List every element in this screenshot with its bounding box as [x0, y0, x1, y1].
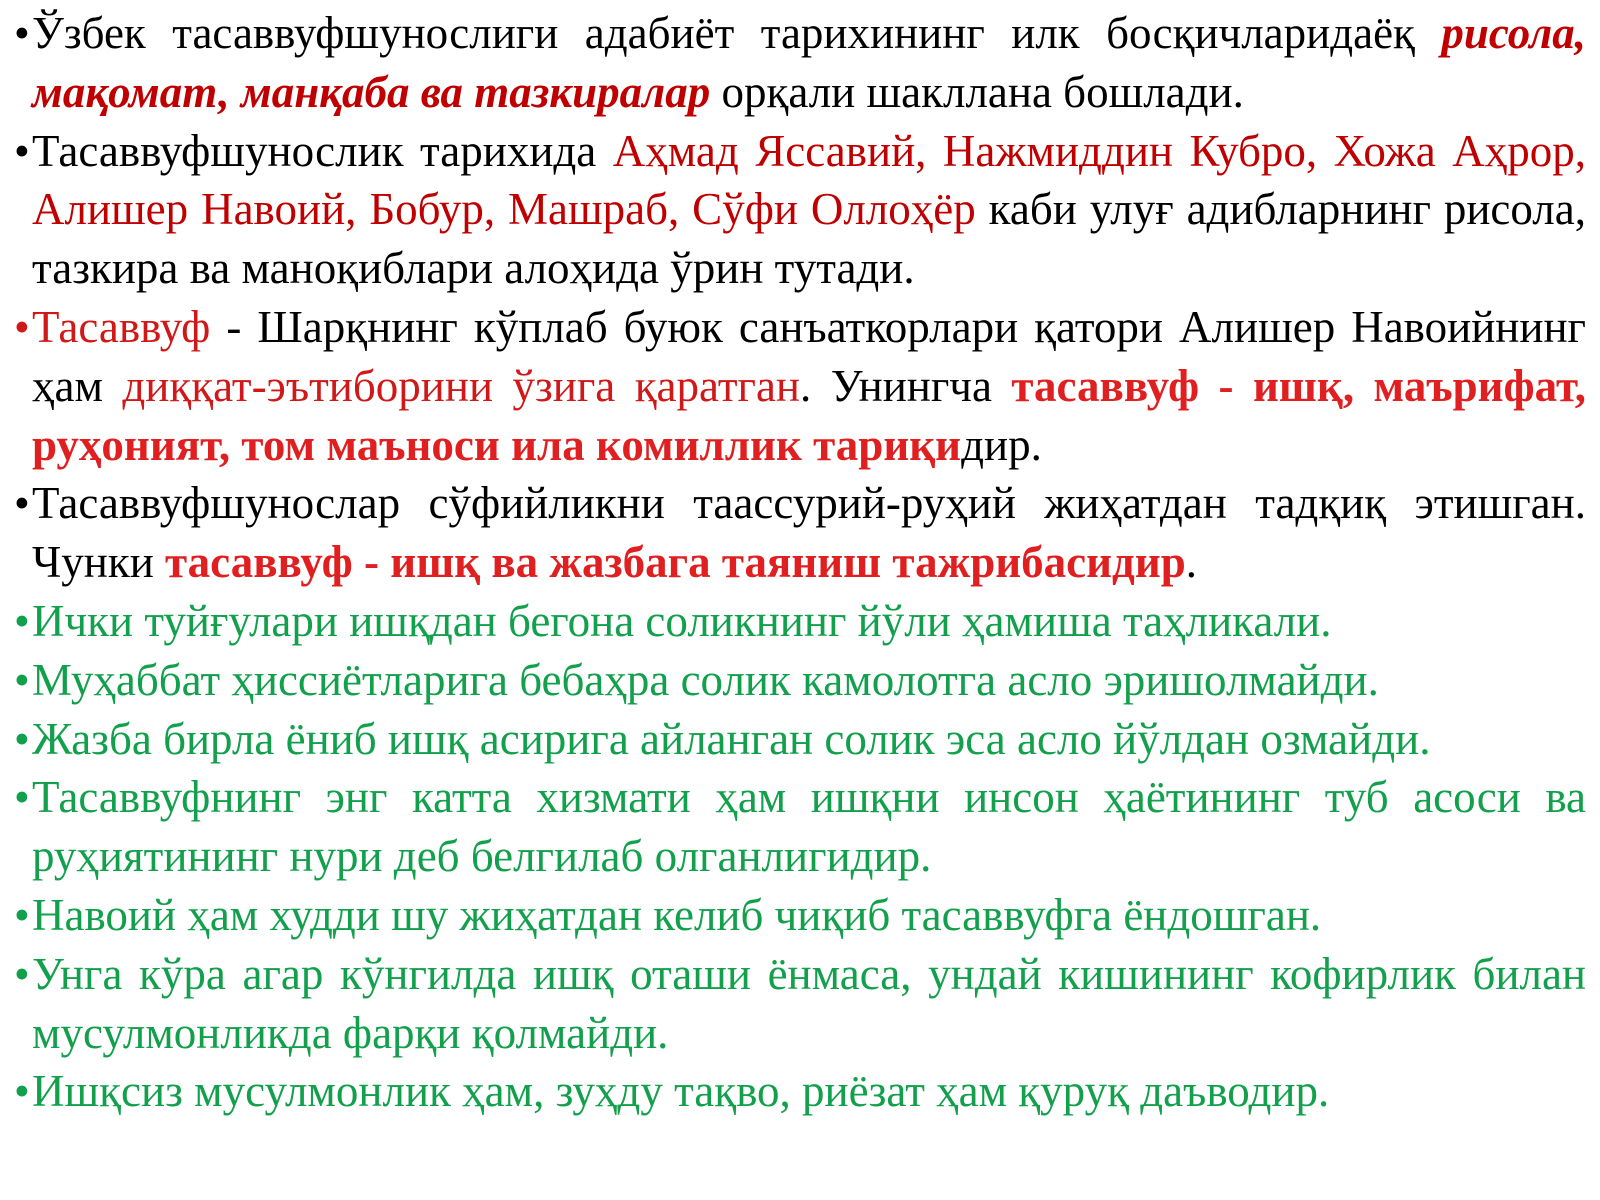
- bullet-marker: •: [14, 595, 30, 646]
- paragraph-10: [0, 945, 1586, 1063]
- paragraph-6: [0, 651, 1586, 710]
- paragraph-7: [0, 710, 1586, 769]
- paragraph-1-highlight: рисола, мақомат, манқаба ва тазкиралар: [32, 8, 1586, 117]
- paragraph-8: [0, 768, 1586, 886]
- paragraph-2-text-b: каби улуғ адибларнинг рисола, тазкира ва маноқиблари алоҳида ўрин тутади.: [32, 184, 1586, 294]
- paragraph-3-highlight-b: диққат-эътиборини ўзига қаратган: [122, 360, 801, 411]
- bullet-marker: •: [14, 301, 30, 352]
- bullet-marker: •: [14, 948, 30, 999]
- bullet-marker: •: [14, 1066, 30, 1117]
- bullet-marker: •: [14, 8, 30, 58]
- paragraph-5: [0, 592, 1586, 651]
- paragraph-3-highlight-c: тасаввуф - ишқ, маърифат, руҳоният, том маъноси ила комиллик тариқи: [32, 360, 1586, 470]
- paragraph-9: [0, 886, 1586, 945]
- paragraph-5-text: Ички туйғулари ишқдан бегона соликнинг йўли ҳамиша таҳликали.: [32, 595, 1332, 646]
- paragraph-3-text-a: - Шарқнинг кўплаб буюк санъаткорлари қатори Алишер Навоийнинг ҳам: [32, 301, 1586, 411]
- bullet-marker: •: [14, 478, 30, 529]
- paragraph-3: [0, 298, 1586, 474]
- bullet-marker: •: [14, 772, 30, 823]
- paragraph-11: [0, 1062, 1586, 1121]
- paragraph-4-text-a: Тасаввуфшунослар сўфийликни таассурий-руҳий жиҳатдан тадқиқ этишган. Чунки: [32, 478, 1586, 588]
- paragraph-6-text: Муҳаббат ҳиссиётларига бебаҳра солик камолотга асло эришолмайди.: [32, 654, 1379, 705]
- paragraph-1: [0, 4, 1586, 122]
- paragraph-7-text: Жазба бирла ёниб ишқ асирига айланган солик эса асло йўлдан озмайди.: [32, 713, 1431, 764]
- paragraph-8-text: Тасаввуфнинг энг катта хизмати ҳам ишқни инсон ҳаётининг туб асоси ва руҳиятининг нури деб белгилаб олганлигидир.: [32, 772, 1586, 882]
- paragraph-4-highlight: тасаввуф - ишқ ва жазбага таяниш тажрибасидир: [165, 537, 1186, 588]
- paragraph-11-text: Ишқсиз мусулмонлик ҳам, зуҳду тақво, риёзат ҳам қуруқ даъводир.: [32, 1066, 1330, 1117]
- paragraph-9-text: Навоий ҳам худди шу жиҳатдан келиб чиқиб тасаввуфга ёндошган.: [32, 889, 1322, 940]
- bullet-marker: •: [14, 713, 30, 764]
- paragraph-4-text-b: .: [1185, 537, 1198, 588]
- paragraph-3-text-b: . Унингча: [800, 360, 1012, 411]
- paragraph-1-text-b: орқали шакллана бошлади.: [710, 66, 1244, 117]
- bullet-marker: •: [14, 654, 30, 705]
- bullet-marker: •: [14, 125, 30, 176]
- paragraph-3-highlight-a: Тасаввуф: [32, 301, 211, 352]
- paragraph-1-text-a: Ўзбек тасаввуфшунослиги адабиёт тарихининг илк босқичларидаёқ: [32, 8, 1442, 58]
- bullet-marker: •: [14, 889, 30, 940]
- paragraph-2-text-a: Тасаввуфшунослик тарихида: [32, 125, 613, 176]
- paragraph-10-text: Унга кўра агар кўнгилда ишқ оташи ёнмаса, ундай кишининг кофирлик билан мусулмонликда фарқи қолмайди.: [32, 948, 1586, 1058]
- paragraph-2: [0, 122, 1586, 298]
- paragraph-2-highlight: Аҳмад Яссавий, Нажмиддин Кубро, Хожа Аҳрор, Алишер Навоий, Бобур, Машраб, Сўфи Оллоҳёр: [32, 125, 1587, 235]
- paragraph-4: [0, 474, 1586, 592]
- slide-content: [0, 4, 1600, 1121]
- paragraph-3-text-c: дир.: [961, 419, 1042, 470]
